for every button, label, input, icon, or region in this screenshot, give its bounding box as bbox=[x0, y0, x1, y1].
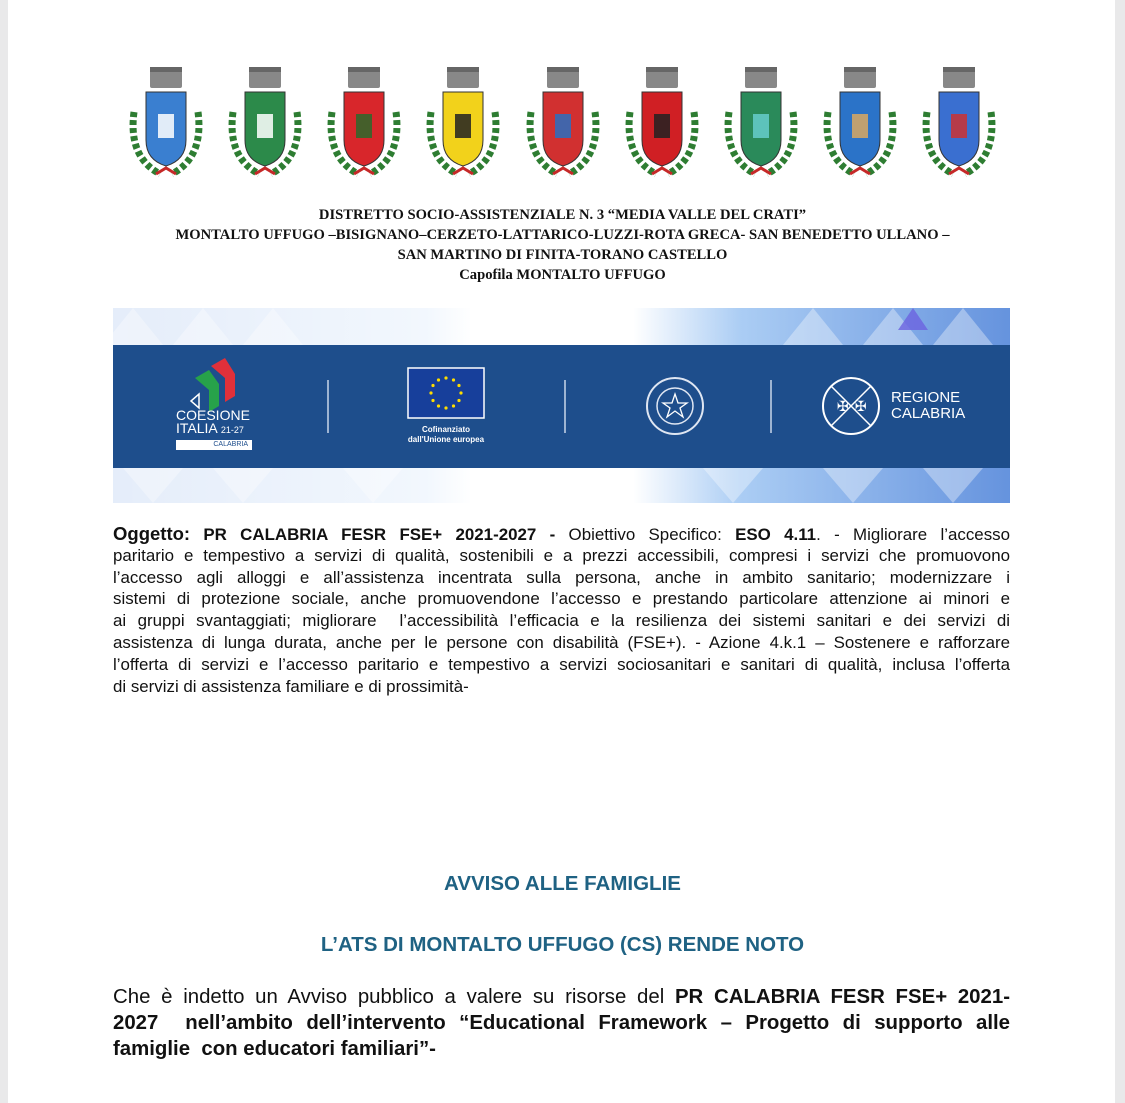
eu-star bbox=[457, 399, 460, 402]
crest-montalto-uffugo bbox=[120, 62, 212, 188]
svg-text:✠: ✠ bbox=[837, 399, 849, 415]
text-line bbox=[113, 676, 1010, 698]
crest-torano-castello bbox=[913, 62, 1005, 188]
regione-line2: CALABRIA bbox=[891, 405, 966, 422]
eu-star bbox=[457, 384, 460, 387]
text: assistenza di lunga durata, anche per le persone con disabilità (FSE+). - Azione 4.k.1 – Sostenere e rafforzare bbox=[113, 632, 1010, 652]
bold-text: 2027 nell’ambito dell’intervento “Educational Framework – Progetto di supporto alle bbox=[113, 1012, 1010, 1034]
text-line bbox=[113, 1036, 1010, 1062]
text: ai gruppi svantaggiati; migliorare l’accessibilità l’efficacia e la resilienza dei sistemi sanitari e dei servizi di bbox=[113, 611, 1010, 631]
text-line bbox=[113, 654, 1010, 676]
text-line bbox=[113, 632, 1010, 654]
text: . - Migliorare l’accesso bbox=[816, 525, 1010, 544]
text: Obiettivo Specifico: bbox=[555, 525, 736, 544]
eu-star bbox=[444, 376, 447, 379]
eu-cofinanced-label bbox=[376, 425, 516, 445]
text bbox=[190, 525, 203, 544]
text: Che è indetto un Avviso pubblico a valere su risorse del bbox=[113, 986, 675, 1008]
calabria-tag: CALABRIA bbox=[176, 440, 252, 450]
crest-bisignano bbox=[219, 62, 311, 188]
announcement-paragraph bbox=[113, 984, 1010, 1062]
bold-text: PR CALABRIA FESR FSE+ 2021- bbox=[674, 986, 1010, 1008]
text: di servizi di assistenza familiare e di prossimità- bbox=[113, 676, 469, 696]
notice-subtitle: L’ATS DI MONTALTO UFFUGO (CS) RENDE NOTO bbox=[320, 933, 805, 956]
crest-rota-greca bbox=[616, 62, 708, 188]
svg-text:✠: ✠ bbox=[855, 399, 867, 415]
coesione-text: COESIONE bbox=[176, 407, 250, 423]
text-line bbox=[113, 545, 1010, 567]
crest-luzzi bbox=[517, 62, 609, 188]
funding-banner bbox=[113, 308, 1010, 503]
years-text: 21-27 bbox=[220, 425, 244, 435]
notice-title: AVVISO ALLE FAMIGLIE bbox=[444, 872, 681, 895]
subject-paragraph bbox=[113, 523, 1010, 697]
bold-text: PR CALABRIA FESR FSE+ 2021-2027 - bbox=[203, 525, 556, 544]
crest-lattarico bbox=[417, 62, 509, 188]
eu-star bbox=[459, 391, 462, 394]
header-line: DISTRETTO SOCIO-ASSISTENZIALE N. 3 “MEDIA VALLE DEL CRATI” bbox=[318, 207, 807, 223]
bold-text: ESO 4.11 bbox=[735, 525, 817, 544]
text: sistemi di protezione sociale, anche promuovendone l’accesso e prestando particolare attenzione ai minori e bbox=[113, 589, 1010, 609]
header-line: SAN MARTINO DI FINITA-TORANO CASTELLO bbox=[397, 247, 728, 263]
eu-star bbox=[431, 399, 434, 402]
header-line: MONTALTO UFFUGO –BISIGNANO–CERZETO-LATTARICO-LUZZI-ROTA GRECA- SAN BENEDETTO ULLANO – bbox=[175, 227, 950, 243]
eu-star bbox=[437, 378, 440, 381]
regione-line1: REGIONE bbox=[891, 389, 961, 406]
header-line: Capofila MONTALTO UFFUGO bbox=[459, 267, 666, 283]
crest-cerzeto bbox=[318, 62, 410, 188]
crest-san-benedetto-ullano bbox=[715, 62, 807, 188]
bold-text: Oggetto: bbox=[113, 523, 191, 544]
eu-line1: Cofinanziato bbox=[422, 425, 470, 434]
municipal-crests-row bbox=[120, 62, 1005, 188]
eu-star bbox=[452, 404, 455, 407]
crest-san-martino-di-finita bbox=[814, 62, 906, 188]
eu-line2: dall'Unione europea bbox=[407, 435, 485, 444]
eu-star bbox=[452, 378, 455, 381]
text-line bbox=[113, 523, 1010, 545]
regione-calabria-label bbox=[891, 390, 965, 422]
text: l’offerta di servizi e l’accesso paritario e tempestivo a servizi sociosanitari e sanitari di qualità, inclusa l’offerta bbox=[113, 654, 1010, 674]
text-line bbox=[113, 984, 1010, 1010]
text: paritario e tempestivo a servizi di qualità, sostenibili e a prezzi accessibili, compresi i servizi che promuovono bbox=[113, 545, 1010, 565]
eu-star bbox=[429, 391, 432, 394]
coesione-italia-logo bbox=[176, 409, 252, 450]
eu-star bbox=[437, 404, 440, 407]
text: l’accesso agli alloggi e all’assistenza incentrata sulla persona, anche in ambito sanitario; modernizzare i bbox=[113, 567, 1010, 587]
district-header bbox=[0, 205, 1125, 285]
text-line bbox=[113, 588, 1010, 610]
text-line bbox=[113, 1010, 1010, 1036]
text-line bbox=[113, 610, 1010, 632]
text-line bbox=[113, 567, 1010, 589]
italia-text: ITALIA bbox=[176, 420, 217, 436]
bold-text: famiglie con educatori familiari”- bbox=[113, 1038, 436, 1060]
eu-star bbox=[431, 384, 434, 387]
eu-star bbox=[444, 406, 447, 409]
